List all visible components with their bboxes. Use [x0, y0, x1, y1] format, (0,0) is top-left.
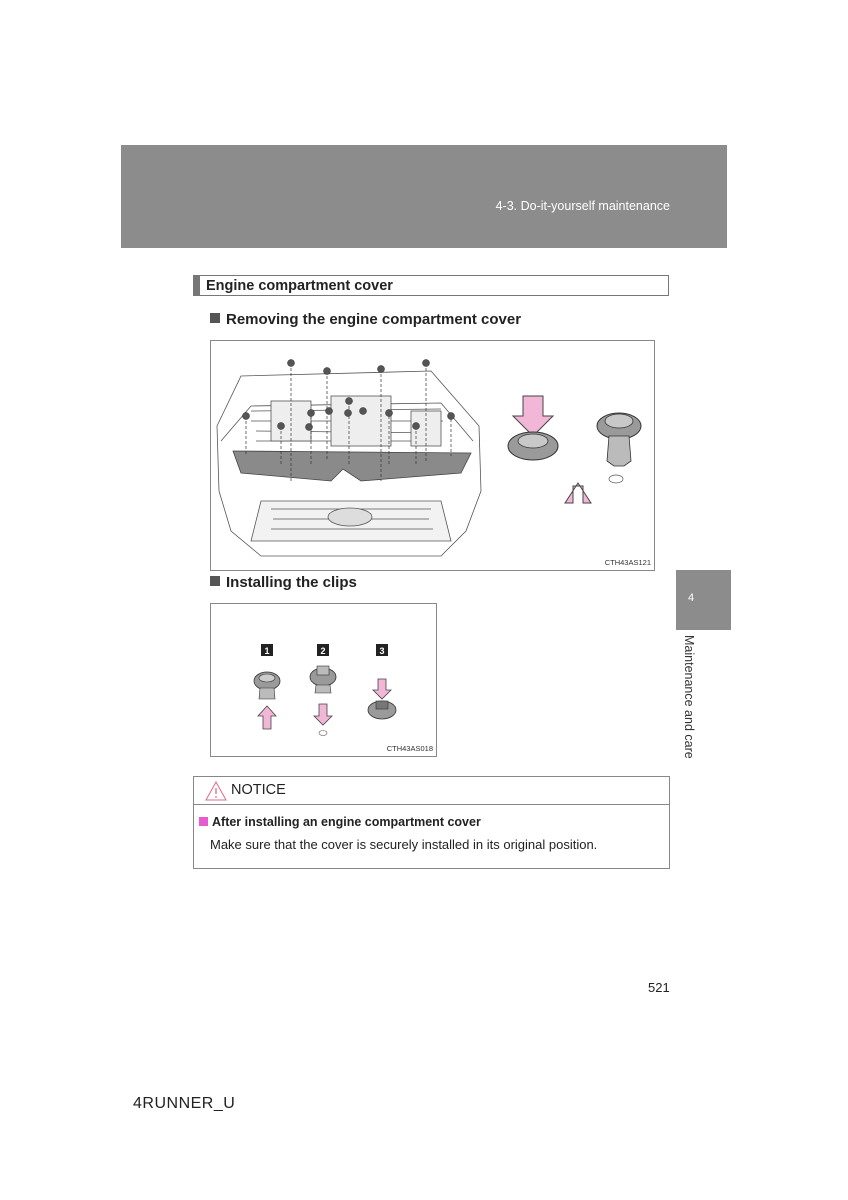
step-label-2: 2	[320, 646, 326, 656]
clip-pull-illustration	[565, 413, 641, 503]
chapter-label: Maintenance and care	[682, 635, 696, 759]
footer-model: 4RUNNER_U	[133, 1095, 236, 1112]
subsection-title-removing: Removing the engine compartment cover	[210, 311, 521, 328]
square-bullet-icon	[210, 313, 220, 323]
figure-installing-clips	[210, 603, 437, 757]
figure-removing-cover	[210, 340, 655, 571]
step-label-3: 3	[379, 646, 385, 656]
notice-box	[193, 776, 670, 869]
installing-clips-illustration	[211, 604, 436, 756]
subsection-title-installing: Installing the clips	[210, 574, 357, 591]
notice-item-title: After installing an engine compartment cover	[199, 815, 481, 829]
figure-code: CTH43AS018	[386, 744, 433, 753]
notice-title: NOTICE	[231, 782, 286, 798]
notice-header	[194, 777, 669, 805]
clip-push-illustration	[508, 396, 558, 460]
square-bullet-icon	[210, 576, 220, 586]
pink-square-bullet-icon	[199, 817, 208, 826]
chapter-number: 4	[688, 592, 695, 604]
warning-icon	[205, 781, 227, 801]
section-heading	[193, 275, 669, 296]
section-title: Engine compartment cover	[206, 278, 393, 294]
chapter-tab	[676, 570, 731, 630]
engine-compartment-illustration	[211, 341, 654, 570]
section-path: 4-3. Do-it-yourself maintenance	[495, 199, 670, 213]
heading-bar	[194, 276, 200, 295]
step-label-1: 1	[264, 646, 270, 656]
page-number: 521	[648, 980, 670, 995]
notice-body: Make sure that the cover is securely installed in its original position.	[210, 837, 598, 852]
header-band	[121, 145, 727, 248]
figure-code: CTH43AS121	[604, 558, 651, 567]
